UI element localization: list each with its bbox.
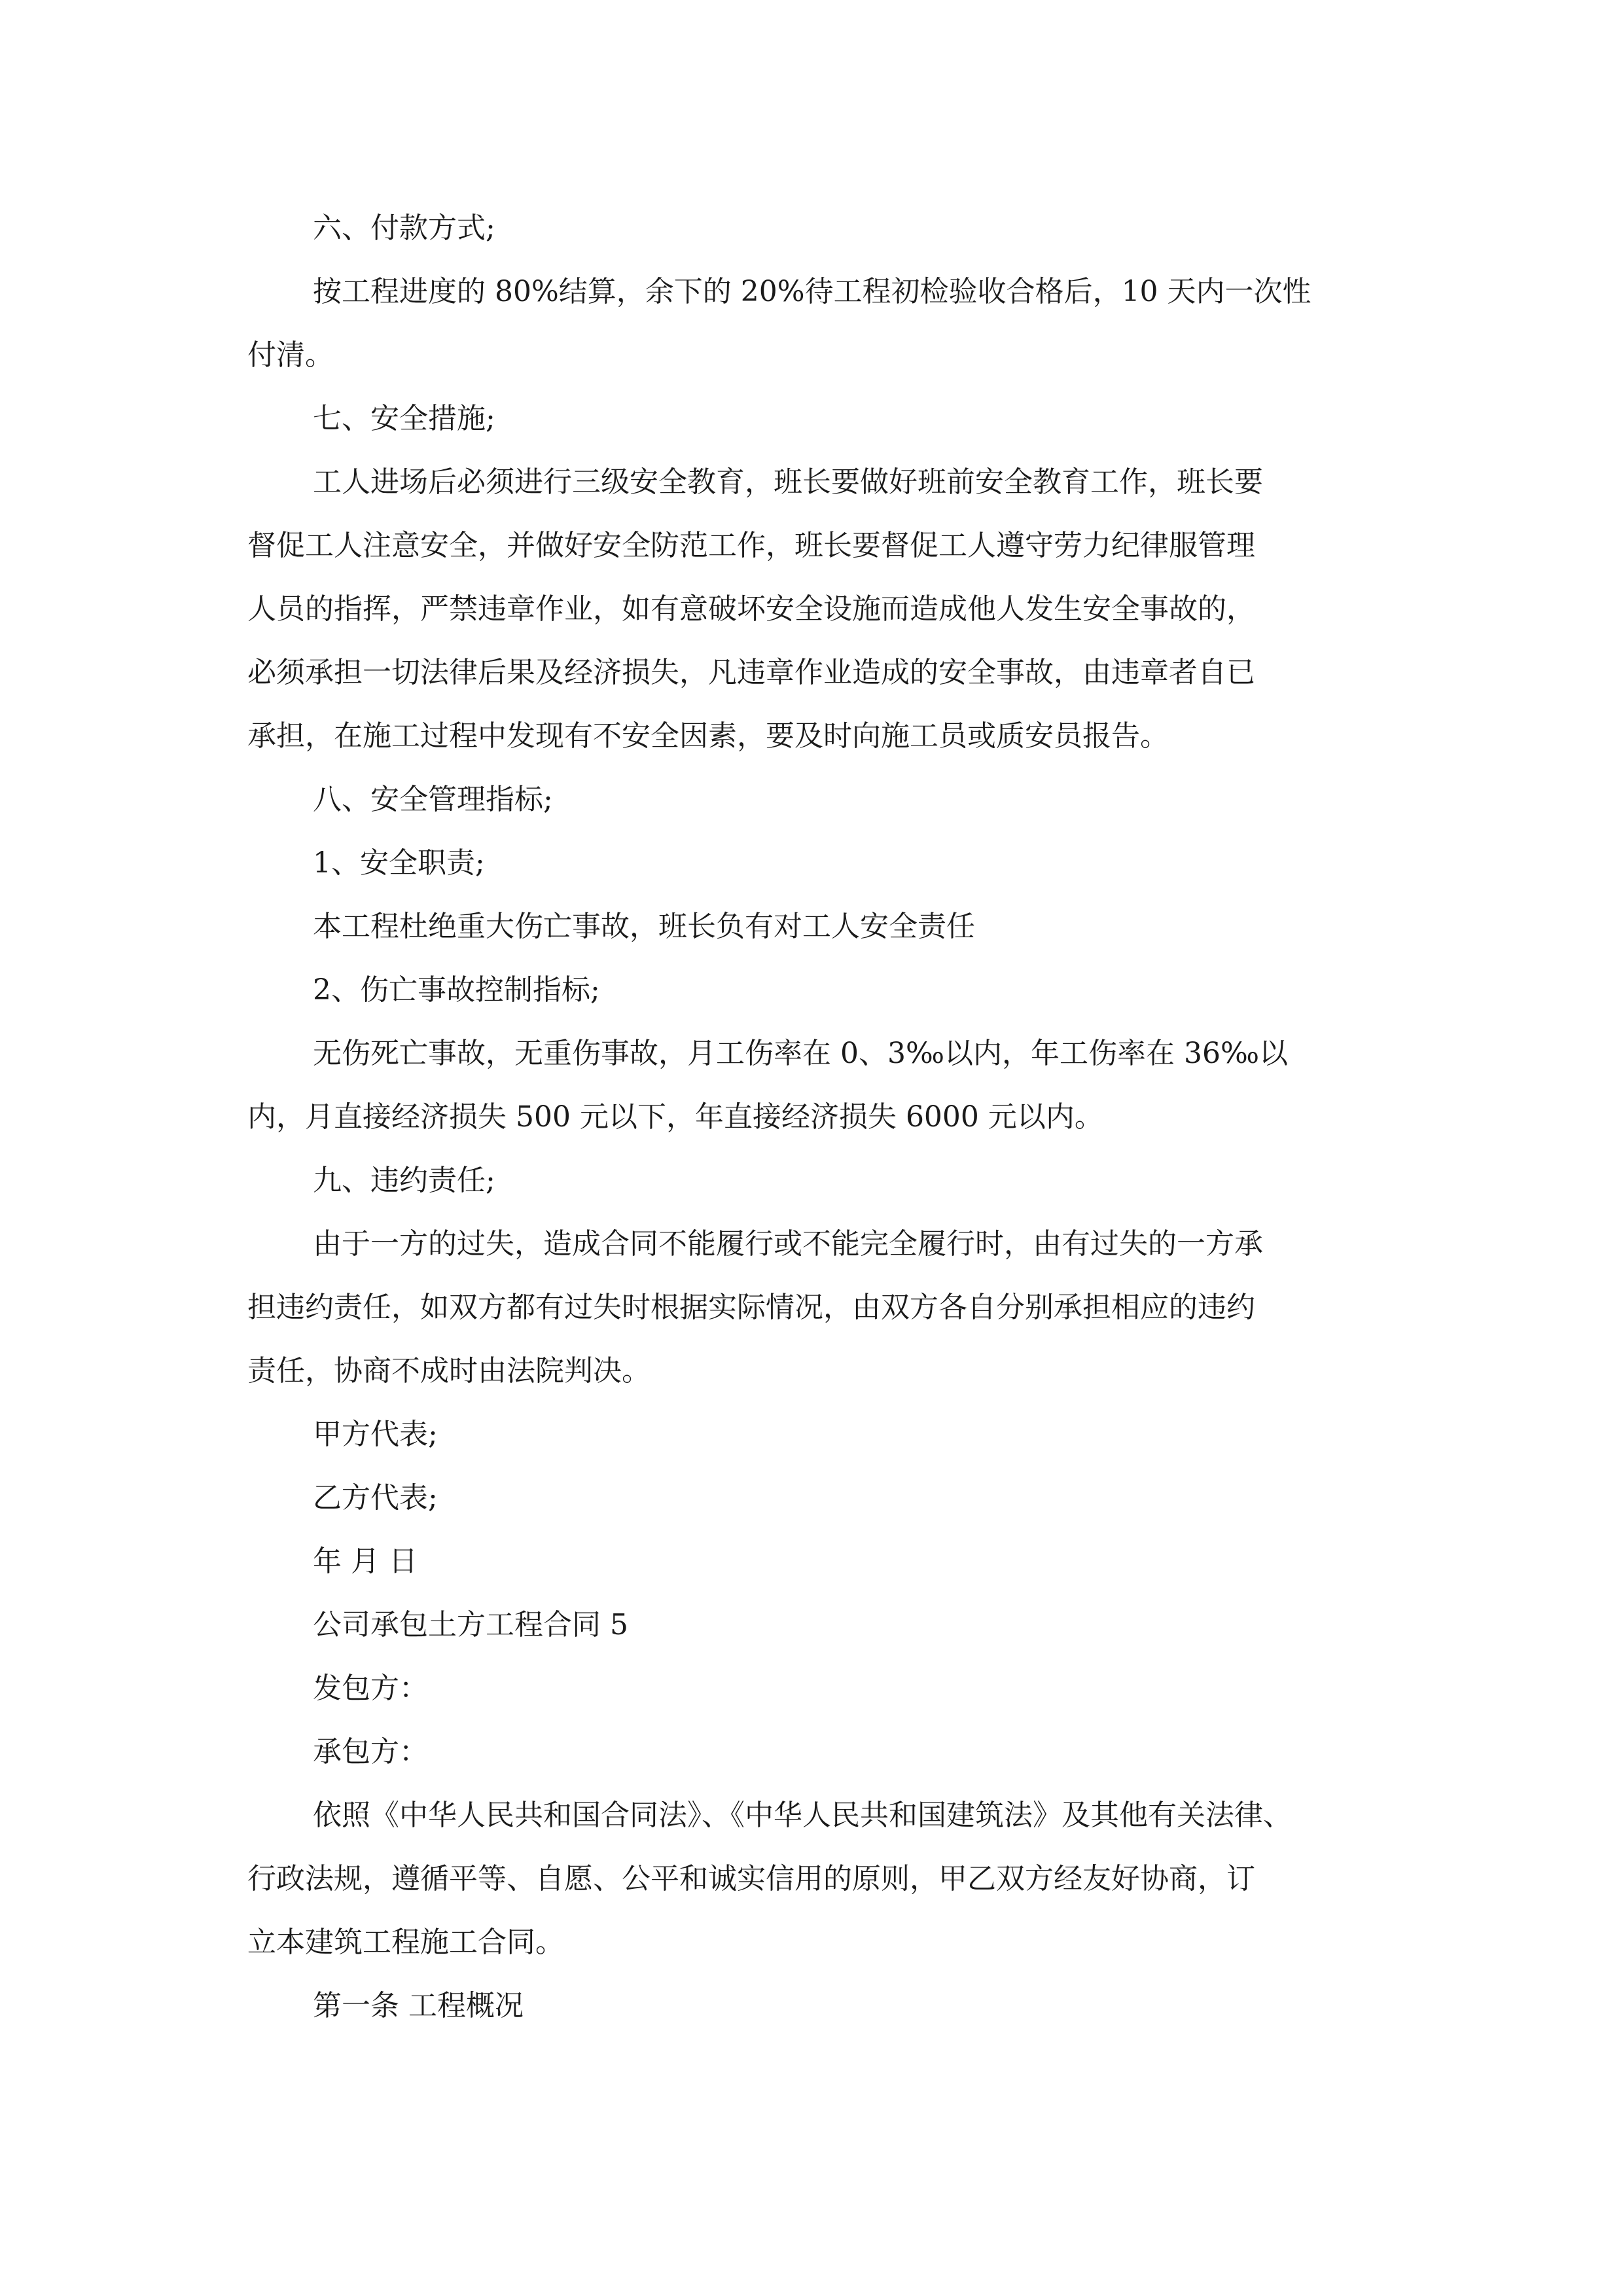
text-line: 承包方： <box>313 1735 428 1768</box>
paragraph <box>247 1403 1399 1466</box>
document-body <box>247 196 1399 2037</box>
paragraph <box>247 1657 1399 1720</box>
text-line: 1、安全职责; <box>313 846 485 880</box>
paragraph <box>247 1720 1399 1784</box>
text-line: 由于一方的过失，造成合同不能履行或不能完全履行时，由有过失的一方承 <box>313 1227 1263 1261</box>
text-line: 承担，在施工过程中发现有不安全因素，要及时向施工员或质安员报告。 <box>247 719 1169 753</box>
paragraph <box>247 1466 1399 1530</box>
text-line: 公司承包土方工程合同 5 <box>313 1608 628 1641</box>
text-line: 内，月直接经济损失 500 元以下，年直接经济损失 6000 元以内。 <box>247 1100 1103 1134</box>
paragraph <box>247 1530 1399 1593</box>
text-line: 年 月 日 <box>313 1545 418 1578</box>
paragraph <box>247 768 1399 831</box>
text-line: 八、安全管理指标; <box>313 783 553 816</box>
text-line: 甲方代表; <box>313 1418 438 1451</box>
text-line: 工人进场后必须进行三级安全教育，班长要做好班前安全教育工作，班长要 <box>313 465 1263 499</box>
paragraph <box>247 1593 1399 1657</box>
text-line: 人员的指挥，严禁违章作业，如有意破坏安全设施而造成他人发生安全事故的， <box>247 592 1255 626</box>
text-line: 九、违约责任; <box>313 1164 495 1197</box>
text-line: 督促工人注意安全，并做好安全防范工作，班长要督促工人遵守劳力纪律服管理 <box>247 529 1255 562</box>
paragraph <box>247 387 1399 450</box>
text-line: 依照《中华人民共和国合同法》、《中华人民共和国建筑法》及其他有关法律、 <box>313 1799 1292 1832</box>
paragraph <box>247 1974 1399 2037</box>
text-line: 乙方代表; <box>313 1481 438 1515</box>
paragraph <box>247 260 1399 387</box>
paragraph <box>247 1022 1399 1149</box>
text-line: 按工程进度的 80%结算，余下的 20%待工程初检验收合格后，10 天内一次性 <box>313 275 1311 308</box>
paragraph <box>247 1784 1399 1974</box>
text-line: 六、付款方式; <box>313 211 495 245</box>
paragraph <box>247 831 1399 895</box>
text-line: 付清。 <box>247 338 334 372</box>
text-line: 发包方： <box>313 1672 428 1705</box>
paragraph <box>247 895 1399 958</box>
paragraph <box>247 1149 1399 1212</box>
text-line: 行政法规，遵循平等、自愿、公平和诚实信用的原则，甲乙双方经友好协商，订 <box>247 1862 1255 1895</box>
text-line: 本工程杜绝重大伤亡事故，班长负有对工人安全责任 <box>313 910 975 943</box>
text-line: 责任，协商不成时由法院判决。 <box>247 1354 651 1388</box>
paragraph <box>247 1212 1399 1403</box>
paragraph <box>247 196 1399 260</box>
text-line: 必须承担一切法律后果及经济损失，凡违章作业造成的安全事故，由违章者自已 <box>247 656 1255 689</box>
text-line: 2、伤亡事故控制指标; <box>313 973 600 1007</box>
text-line: 立本建筑工程施工合同。 <box>247 1926 564 1959</box>
text-line: 七、安全措施; <box>313 402 495 435</box>
paragraph <box>247 958 1399 1022</box>
paragraph <box>247 450 1399 768</box>
text-line: 第一条 工程概况 <box>313 1989 524 2022</box>
text-line: 无伤死亡事故，无重伤事故，月工伤率在 0、3‰以内，年工伤率在 36‰以 <box>313 1037 1289 1070</box>
text-line: 担违约责任，如双方都有过失时根据实际情况，由双方各自分别承担相应的违约 <box>247 1291 1255 1324</box>
